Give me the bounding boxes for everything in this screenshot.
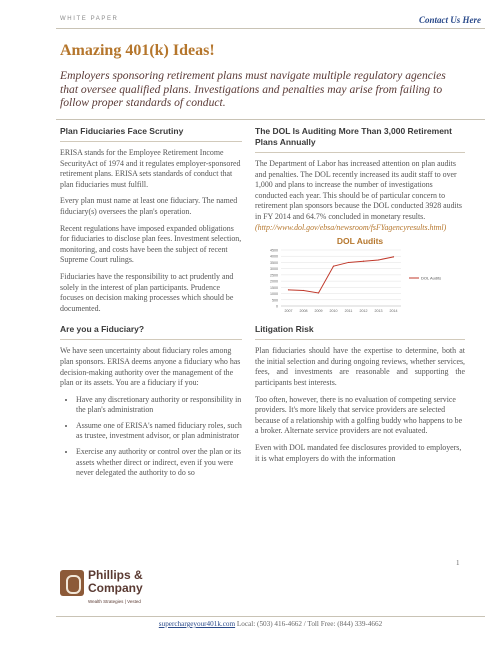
lead-paragraph: Employers sponsoring retirement plans must navigate multiple regulatory agencies that oversee qualified plans. Investigations and penalties may arise from failing to follow proper standards of conduct.: [60, 69, 446, 109]
dol-audits-chart: [255, 236, 465, 318]
y-tick-label: 2000: [270, 279, 278, 284]
x-tick-label: 2010: [329, 309, 338, 314]
section-heading-are-you-fiduciary: Are you a Fiduciary?: [60, 324, 145, 335]
heading-rule: [255, 339, 465, 340]
x-tick-label: 2012: [359, 309, 368, 314]
chart-title: DOL Audits: [336, 236, 384, 247]
legend-label: DOL Audits: [421, 275, 442, 281]
paragraph: Plan fiduciaries should have the expertise to determine, both at the initial selection and during ongoing reviews, whether services, fees, and investments are reasonable and supporting the participants best interests.: [255, 346, 465, 387]
y-tick-label: 3000: [270, 267, 278, 272]
footer-divider: [56, 616, 485, 617]
paragraph: ERISA stands for the Employee Retirement Income SecurityAct of 1974 and it regulates employer-sponsored retirement plans. ERISA sets standards of conduct that plan fiduciaries must fulfill.: [60, 148, 241, 189]
company-logo: [60, 568, 160, 618]
list-item: • Exercise any authority or control over the plan or its assets whether direct or indirect, even if you were never delegated the authority to do so: [76, 447, 242, 479]
x-tick-label: 2013: [374, 309, 383, 314]
header-divider: [56, 28, 485, 29]
paragraph: Even with DOL mandated fee disclosures provided to employers, it is what employers do with the information: [255, 442, 462, 463]
data-point: [288, 289, 289, 290]
list-item: • Assume one of ERISA's named fiduciary roles, such as trustee, investment advisor, or plan administrator: [76, 421, 242, 442]
heading-rule: [60, 339, 242, 340]
data-point: [363, 261, 364, 262]
y-tick-label: 3500: [270, 261, 278, 266]
heading-rule: [60, 141, 242, 142]
y-tick-label: 2500: [270, 273, 278, 278]
website-link[interactable]: superchargeyour401k.com: [158, 620, 236, 628]
logo-mark-icon: [60, 570, 84, 596]
list-item: • Have any discretionary authority or responsibility in the plan's administration: [76, 395, 242, 416]
logo-tagline: Wealth Strategies | Vested: [88, 599, 141, 604]
heading-rule: [255, 152, 465, 153]
page-number: 1: [456, 559, 460, 567]
footer: [56, 620, 485, 628]
y-tick-label: 4000: [270, 254, 278, 259]
paragraph: Every plan must name at least one fiduciary. The named fiduciary(s) oversees the plan's operation.: [60, 196, 238, 216]
page-title: Amazing 401(k) Ideas!: [60, 42, 215, 59]
paragraph: The Department of Labor has increased attention on plan audits and penalties. The DOL recently increased its audit staff to over 1,000 and plans to increase the number of investigations conducted each year. This should be of particular concern to retirement plan sponsors because the DOL conducted 3928 audits in FY 2014 and 64.7% concluded in monetary results.: [255, 159, 462, 221]
data-point: [378, 260, 379, 261]
x-tick-label: 2011: [344, 309, 353, 314]
logo-text-line2: Company: [88, 581, 143, 595]
x-tick-label: 2008: [299, 309, 308, 314]
paragraph: We have seen uncertainty about fiduciary roles among plan sponsors. ERISA deems anyone a fiduciary who has decision-making authority over the management of the plan or its assets. You are a fiduciary if you:: [60, 346, 241, 388]
section-heading-dol-audits: The DOL Is Auditing More Than 3,000 Retirement Plans Annually: [255, 126, 452, 147]
fiduciary-criteria-list: [60, 395, 242, 479]
phone-numbers: Local: (503) 416-4662 / Toll Free: (844) 339-4662: [236, 620, 383, 628]
x-tick-label: 2007: [284, 309, 293, 314]
contact-us-link[interactable]: Contact Us Here: [419, 15, 481, 25]
y-tick-label: 1000: [270, 292, 278, 297]
y-tick-label: 4500: [270, 248, 278, 253]
y-tick-label: 500: [272, 298, 278, 303]
x-tick-label: 2014: [389, 309, 398, 314]
left-column: [60, 126, 242, 484]
paragraph: Too often, however, there is no evaluation of competing service providers. It's more likely that service providers are selected because of a relationship with a golfing buddy who happens to be a broker. Alternate service providers are not evaluated.: [255, 394, 463, 436]
paragraph: Fiduciaries have the responsibility to act prudently and solely in the interest of plan participants. Prudence focuses on decision making processes which should be documented.: [60, 271, 234, 313]
y-tick-label: 1500: [270, 285, 278, 290]
paragraph: Recent regulations have imposed expanded obligations for fiduciaries to disclose plan fees. Investment selection, monitoring, and costs have been the subject of recent Supreme Court rulings.: [60, 223, 242, 265]
data-point: [333, 266, 334, 267]
x-tick-label: 2009: [314, 309, 323, 314]
data-point: [303, 290, 304, 291]
logo-text-line1: Phillips &: [88, 568, 143, 582]
dol-results-link[interactable]: (http://www.dol.gov/ebsa/newsroom/fsFYagencyresults.html): [255, 222, 447, 232]
section-heading-fiduciaries: Plan Fiduciaries Face Scrutiny: [60, 126, 184, 136]
top-bar: [56, 16, 485, 26]
data-point: [348, 262, 349, 263]
chart-svg: [255, 236, 465, 318]
document-label: WHITE PAPER: [60, 16, 119, 22]
right-column: [255, 126, 465, 470]
data-point: [318, 292, 319, 293]
section-heading-litigation: Litigation Risk: [255, 324, 314, 335]
data-point: [393, 256, 394, 257]
y-tick-label: 0: [276, 304, 278, 309]
lead-divider: [56, 119, 485, 120]
